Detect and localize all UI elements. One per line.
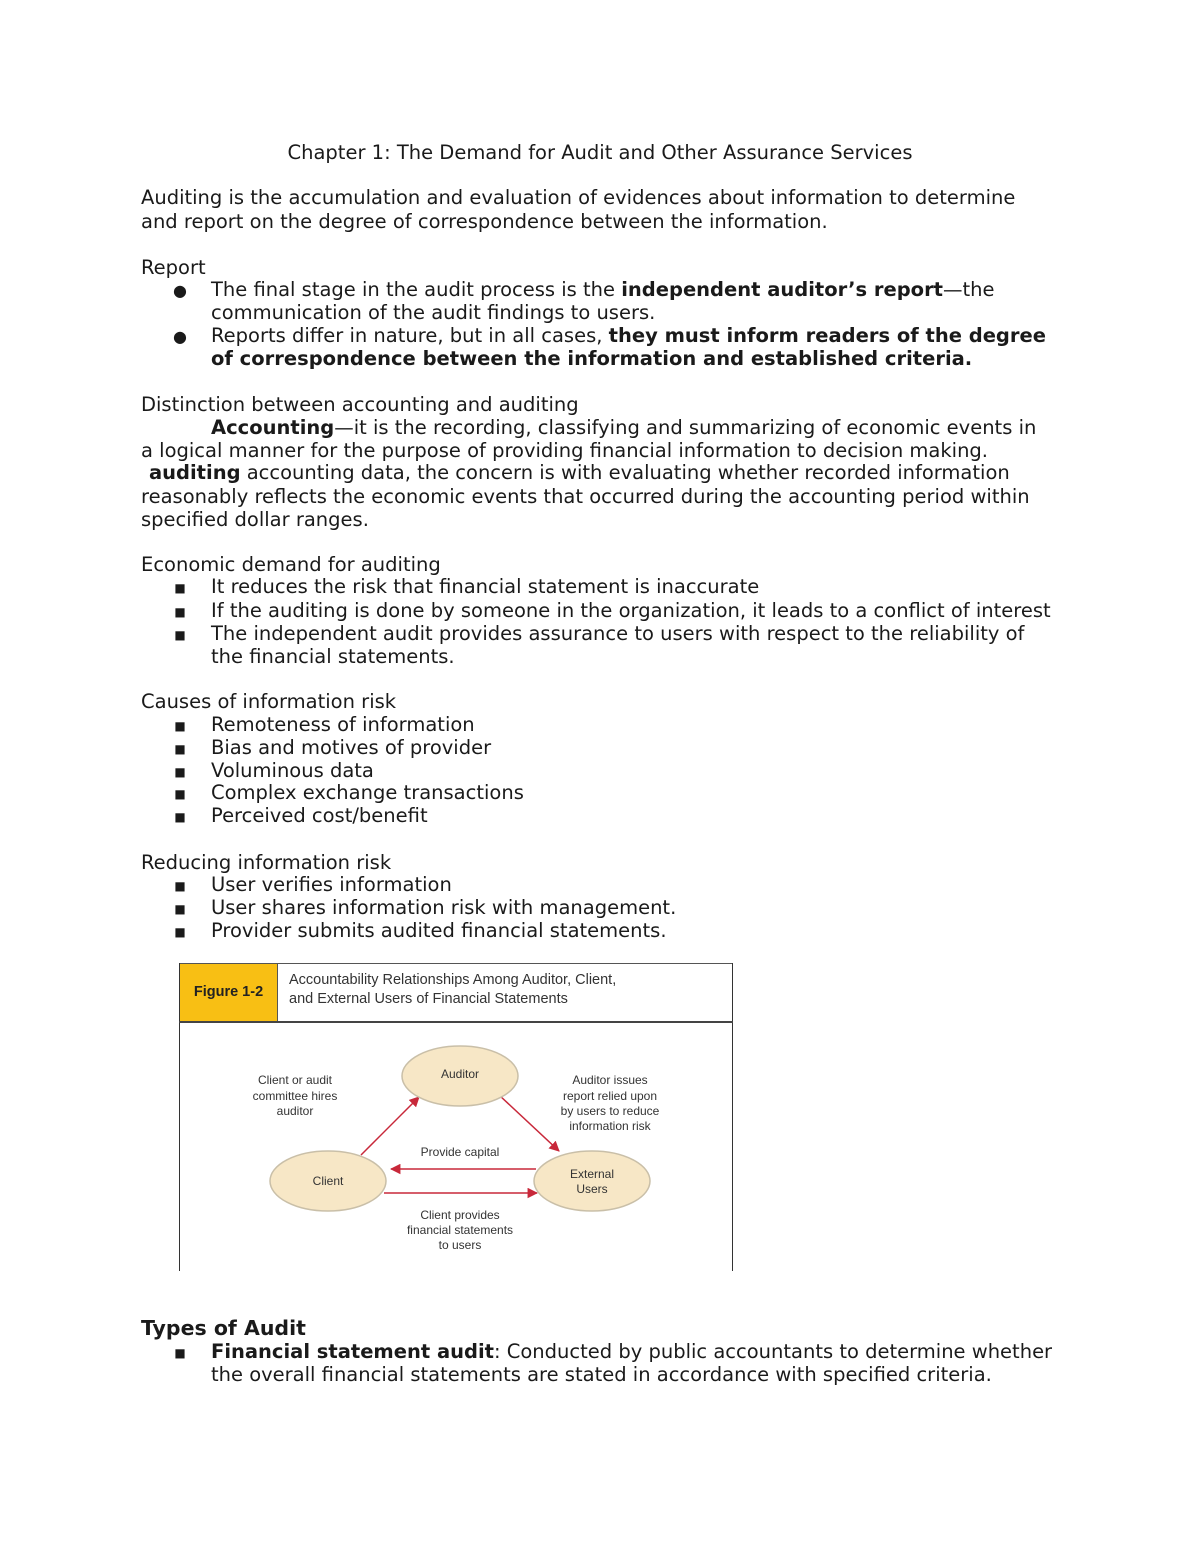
report-bullet-2: Reports differ in nature, but in all cases, they must inform readers of the degree xyxy=(211,324,1046,347)
intro-line-1: Auditing is the accumulation and evaluation of evidences about information to determine xyxy=(141,186,1016,209)
types-heading: Types of Audit xyxy=(141,1316,306,1340)
economic-item-cont: the financial statements. xyxy=(211,645,455,668)
auditing-definition-cont-2: specified dollar ranges. xyxy=(141,508,369,531)
reducing-item: User verifies information xyxy=(211,873,452,896)
figure-diagram xyxy=(179,963,733,1271)
economic-item: It reduces the risk that financial statement is inaccurate xyxy=(211,575,760,598)
report-bullet-2-cont: of correspondence between the information and established criteria. xyxy=(211,347,973,370)
reducing-item: Provider submits audited financial statements. xyxy=(211,919,667,942)
causes-item: Bias and motives of provider xyxy=(211,736,492,759)
causes-item: Voluminous data xyxy=(211,759,374,782)
issues-label: Auditor issues xyxy=(572,1073,648,1087)
issues-label: information risk xyxy=(569,1119,651,1133)
accounting-definition-cont: a logical manner for the purpose of providing financial information to decision making. xyxy=(141,439,989,462)
arrow-auditor-to-users xyxy=(499,1095,559,1151)
issues-label: by users to reduce xyxy=(560,1104,660,1118)
bullet-square-icon: ■ xyxy=(174,787,186,801)
node-auditor-label: Auditor xyxy=(440,1067,480,1081)
intro-line-2: and report on the degree of correspondence between the information. xyxy=(141,210,828,233)
accounting-definition: Accounting—it is the recording, classifying and summarizing of economic events in xyxy=(211,416,1037,439)
bullet-square-icon: ■ xyxy=(174,902,186,916)
bullet-square-icon: ■ xyxy=(174,810,186,824)
figure-accountability xyxy=(179,963,733,1271)
bullet-dot-icon: ● xyxy=(173,327,187,346)
bullet-square-icon: ■ xyxy=(174,1346,186,1360)
arrow-client-to-auditor xyxy=(361,1097,419,1155)
provides-label: financial statements xyxy=(406,1223,514,1237)
node-external-users xyxy=(534,1151,650,1211)
provides-label: to users xyxy=(438,1238,482,1252)
hire-label: Client or audit xyxy=(257,1073,333,1087)
bullet-square-icon: ■ xyxy=(174,605,186,619)
node-external-label: External xyxy=(569,1167,615,1181)
node-users-label: Users xyxy=(576,1182,608,1196)
reducing-heading: Reducing information risk xyxy=(141,851,392,874)
economic-item: The independent audit provides assurance to users with respect to the reliability of xyxy=(211,622,1025,645)
causes-item: Complex exchange transactions xyxy=(211,781,524,804)
auditing-definition-cont-1: reasonably reflects the economic events that occurred during the accounting period within xyxy=(141,485,1030,508)
page-title: Chapter 1: The Demand for Audit and Other Assurance Services xyxy=(287,141,913,164)
reducing-item: User shares information risk with management. xyxy=(211,896,677,919)
figure-tag: Figure 1-2 xyxy=(180,964,278,1021)
causes-item: Remoteness of information xyxy=(211,713,475,736)
bullet-square-icon: ■ xyxy=(174,742,186,756)
bullet-square-icon: ■ xyxy=(174,879,186,893)
distinction-heading: Distinction between accounting and auditing xyxy=(141,393,579,416)
figure-caption-line: and External Users of Financial Statements xyxy=(289,991,568,1007)
bullet-square-icon: ■ xyxy=(174,719,186,733)
types-item-financial-cont: the overall financial statements are stated in accordance with specified criteria. xyxy=(211,1363,992,1386)
bullet-square-icon: ■ xyxy=(174,765,186,779)
causes-item: Perceived cost/benefit xyxy=(211,804,428,827)
report-bullet-1-cont: communication of the audit findings to users. xyxy=(211,301,656,324)
bullet-square-icon: ■ xyxy=(174,925,186,939)
figure-caption-line: Accountability Relationships Among Auditor, Client, xyxy=(289,972,617,988)
bullet-square-icon: ■ xyxy=(174,628,186,642)
provides-label: Client provides xyxy=(420,1208,500,1222)
bullet-square-icon: ■ xyxy=(174,581,186,595)
economic-item: If the auditing is done by someone in the organization, it leads to a conflict of interest xyxy=(211,599,1051,622)
auditing-definition: auditing accounting data, the concern is with evaluating whether recorded information xyxy=(149,461,1010,484)
hire-label: auditor xyxy=(276,1104,314,1118)
causes-heading: Causes of information risk xyxy=(141,690,397,713)
bullet-dot-icon: ● xyxy=(173,281,187,300)
types-item-financial: Financial statement audit: Conducted by public accountants to determine whether xyxy=(211,1340,1053,1363)
node-client-label: Client xyxy=(312,1174,344,1188)
hire-label: committee hires xyxy=(252,1089,338,1103)
capital-label: Provide capital xyxy=(420,1145,500,1159)
report-bullet-1: The final stage in the audit process is the independent auditor’s report—the xyxy=(211,278,995,301)
report-heading: Report xyxy=(141,256,206,279)
economic-heading: Economic demand for auditing xyxy=(141,553,441,576)
issues-label: report relied upon xyxy=(562,1089,658,1103)
